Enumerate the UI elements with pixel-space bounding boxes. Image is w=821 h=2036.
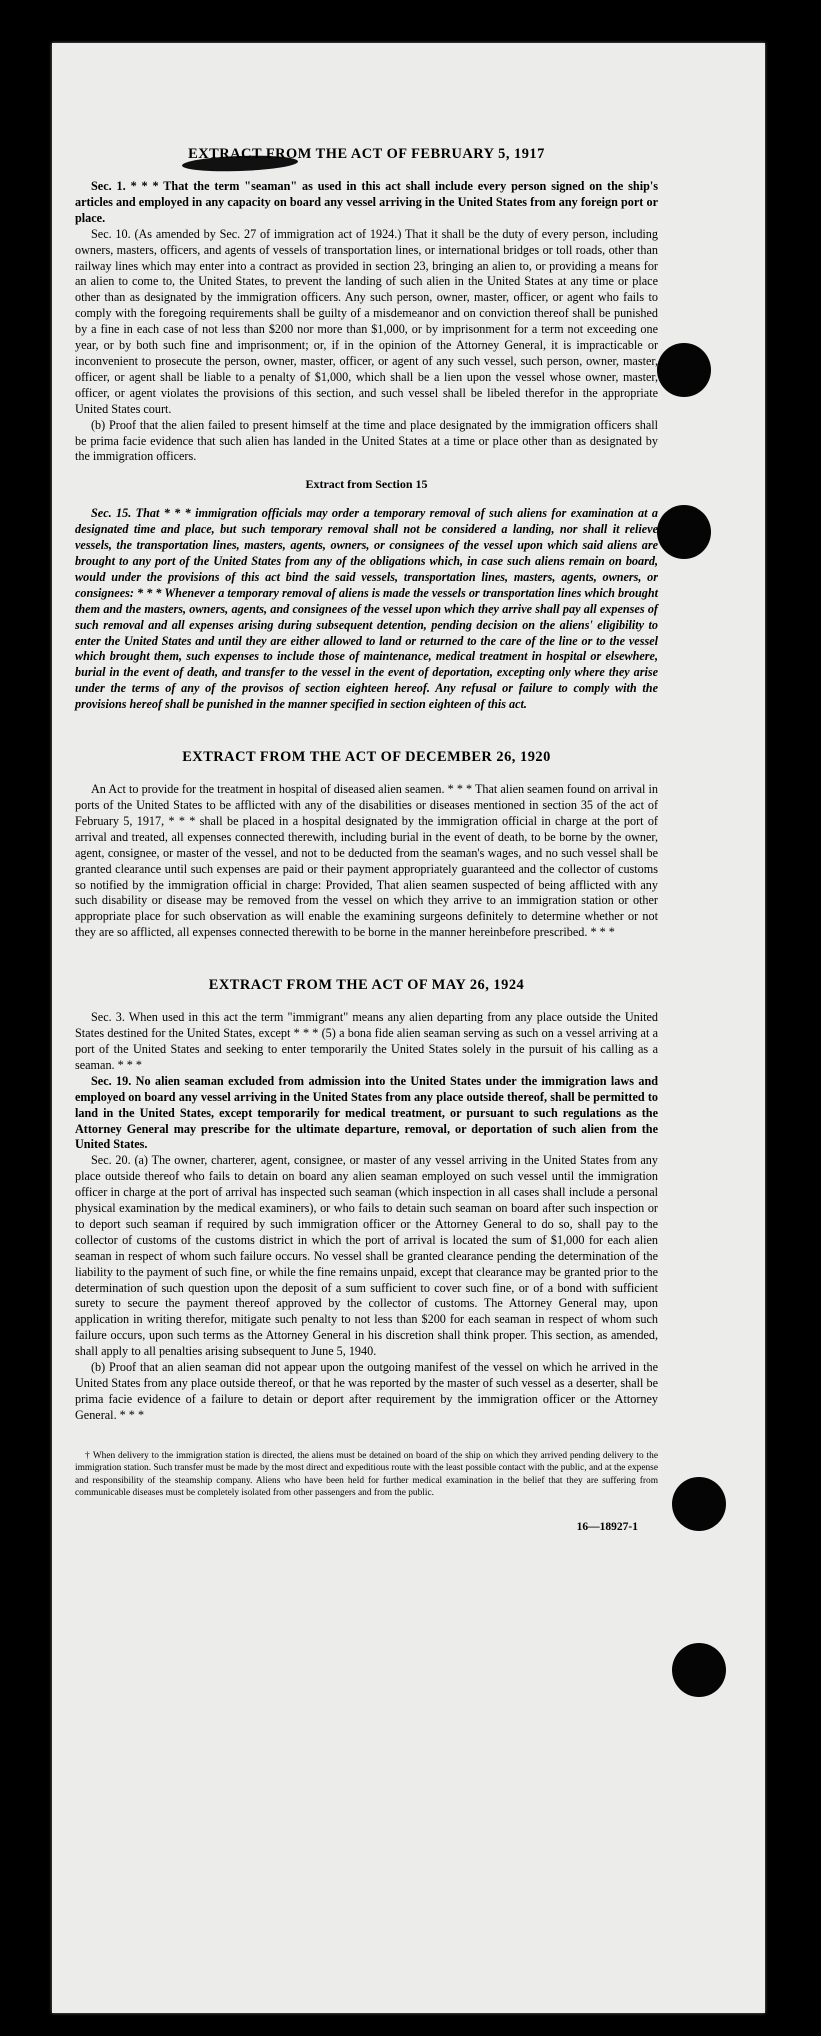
punch-hole-1: [657, 343, 711, 397]
paragraph-sec-1: Sec. 1. * * * That the term "seaman" as used in this act shall include every person signed on the ship's articles and employed in any capacity on board any vessel arriving in the United States from any foreign port or place.: [75, 179, 658, 225]
heading-act-feb-1917: EXTRACT FROM THE ACT OF FEBRUARY 5, 1917: [188, 146, 545, 162]
paragraph-sec-15: Sec. 15. That * * * immigration officials may order a temporary removal of such aliens for examination at a designated time and place, but such temporary removal shall not be considered a landing, nor shall it relieve vessels, the transportation lines, masters, agents, owners, or consignees of the vessel upon which said aliens are brought to any port of the United States from any of the obligations which, in case such aliens remain on board, would under the provisions of this act bind the said vessels, transportation lines, masters, agents, owners, or consignees: * * * Whenever a temporary removal of aliens is made the vessels or transportation lines which brought them and the masters, owners, agents, and consignees of the vessel upon which they arrive shall pay all expenses of such removal and all expenses arising during subsequent detention, pending decision on the aliens' eligibility to enter the United States and until they are either allowed to land or returned to the care of the line or to the vessel which brought them, such expenses to include those of maintenance, medical treatment in hospital or elsewhere, burial in the event of death, and transfer to the vessel in the event of deportation, excepting only where they arise under the terms of any of the provisos of section eighteen hereof. Any refusal or failure to comply with the provisions hereof shall be punished in the manner specified in section eighteen of this act.: [75, 506, 658, 712]
print-code: 16—18927-1: [576, 1521, 638, 1534]
paragraph-sec-20-b: (b) Proof that an alien seaman did not appear upon the outgoing manifest of the vessel on which he arrived in the United States from any place outside thereof, or that he was reported by the master of such vessel as a deserter, shall be prima facie evidence of a failure to detain or deport after requirement by the immigration officer or the Attorney General. * * *: [75, 1360, 658, 1422]
punch-hole-2: [657, 505, 711, 559]
punch-hole-4: [672, 1643, 726, 1697]
subheading-section-15: Extract from Section 15: [305, 477, 428, 492]
paragraph-sec-10: Sec. 10. (As amended by Sec. 27 of immigration act of 1924.) That it shall be the duty of every person, including owners, masters, officers, and agents of vessels of transportation lines, or international bridges or toll roads, other than railway lines which may enter into a contract as provided in section 23, bringing an alien to, or providing a means for an alien to come to, the United States, to prevent the landing of such alien in the United States at any time or place other than as designated by the immigration officers. Any such person, owner, master, officer, or agent who fails to comply with the foregoing requirements shall be guilty of a misdemeanor and on conviction thereof shall be punished by a fine in each case of not less than $200 nor more than $1,000, or by imprisonment for a term not exceeding one year, or by both such fine and imprisonment; or, if in the opinion of the Attorney General, it is impracticable or inconvenient to prosecute the person, owner, master, officer, or agent of any such vessel, such person, owner, master, officer, or agent shall be liable to a penalty of $1,000, which shall be a lien upon the vessel whose owner, master, officer, or agent violates the provisions of this section, and such vessel shall be libeled therefor in the appropriate United States court.: [75, 226, 658, 416]
punch-hole-3: [672, 1477, 726, 1531]
paragraph-sec-19: Sec. 19. No alien seaman excluded from admission into the United States under the immigration laws and employed on board any vessel arriving in the United States from any place outside thereof, shall be permitted to land in the United States, except temporarily for medical treatment, or pursuant to such regulations as the Attorney General may prescribe for the ultimate departure, removal, or deportation of such alien from the United States.: [75, 1073, 658, 1152]
heading-act-may-1924: EXTRACT FROM THE ACT OF MAY 26, 1924: [208, 977, 525, 994]
paragraph-sec-3: Sec. 3. When used in this act the term "immigrant" means any alien departing from any place outside the United States destined for the United States, except * * * (5) a bona fide alien seaman serving as such on a vessel arriving at a port of the United States and seeking to enter temporarily the United States solely in the pursuit of his calling as a seaman. * * *: [75, 1010, 658, 1072]
heading-act-dec-1920: EXTRACT FROM THE ACT OF DECEMBER 26, 1920: [182, 749, 551, 766]
footnote: [75, 1450, 658, 1500]
paragraph-act-1920: An Act to provide for the treatment in hospital of diseased alien seamen. * * * That alien seamen found on arrival in ports of the United States to be afflicted with any of the disabilities or diseases mentioned in section 35 of the act of February 5, 1917, * * * shall be placed in a hospital designated by the immigration official in charge at the port of arrival and treated, all expenses connected therewith, including burial in the event of death, to be borne by the owner, agent, consignee, or master of the vessel, and not to be deducted from the seaman's wages, and no such vessel shall be granted clearance until such expenses are paid or their payment appropriately guaranteed and the collector of customs so notified by the immigration official in charge: Provided, That alien seamen suspected of being afflicted with any such disability or disease may be removed from the vessel on which they arrive to an immigration station or other appropriate place for such observation as will enable the examining surgeons definitely to determine whether or not they are so afflicted, all expenses connected therewith to be borne in the manner hereinbefore prescribed. * * *: [75, 782, 658, 940]
footnote-text: † When delivery to the immigration station is directed, the aliens must be detained on board of the ship on which they arrived pending delivery to the immigration station. Such transfer must be made by the most direct and expeditious route with the least possible contact with the public, and at the expense and responsibility of the steamship company. Aliens who have been held for further medical examination in the belief that they are suffering from communicable diseases must be completely isolated from other passengers and from the public.: [75, 1450, 658, 1498]
paragraph-sec-10-b: (b) Proof that the alien failed to present himself at the time and place designated by the immigration officers shall be prima facie evidence that such alien has landed in the United States at a time or place other than as designated by the immigration officers.: [75, 417, 658, 464]
document-content: [75, 108, 658, 1533]
paragraph-sec-20-a: Sec. 20. (a) The owner, charterer, agent, consignee, or master of any vessel arriving in the United States from any place outside thereof who fails to detain on board any alien seaman employed on such vessel until the immigration officer in charge at the port of arrival has inspected such seaman (which inspection in all cases shall include a personal physical examination by the medical examiners), or who fails to detain such seaman on board after such inspection or to deport such seaman if required by such immigration officer or the Attorney General to do so, shall pay to the collector of customs of the customs district in which the port of arrival is located the sum of $1,000 for each alien seaman in respect of whom such failure occurs. No vessel shall be granted clearance pending the determination of the liability to the payment of such fine, or while the fine remains unpaid, except that clearance may be granted prior to the determination of such question upon the deposit of a sum sufficient to cover such fine, or of a bond with sufficient surety to secure the payment thereof approved by the collector of customs. The Attorney General may, upon application in writing therefor, mitigate such penalty to not less than $200 for each seaman in respect of whom such failure occurs, upon such terms as the Attorney General in his discretion shall think proper. This section, as amended, shall apply to all penalties arising subsequent to June 5, 1940.: [75, 1153, 658, 1359]
